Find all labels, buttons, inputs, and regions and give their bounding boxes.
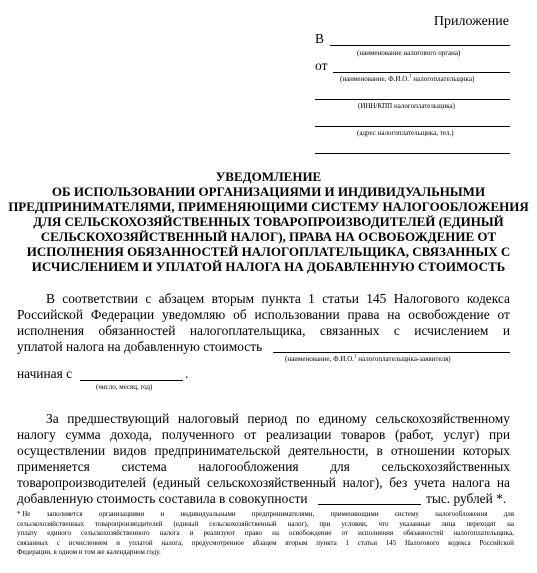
word: с (56, 538, 60, 547)
word: что (378, 519, 389, 528)
word: сельскохозяйственный (209, 519, 277, 528)
word: налог), (287, 519, 309, 528)
word: с (393, 323, 400, 338)
footnote (17, 510, 514, 558)
title-line: УВЕДОМЛЕНИЕ (215, 169, 322, 184)
text-line (17, 323, 510, 339)
word: За (46, 411, 59, 426)
word: исполнения (17, 323, 85, 338)
word: исполнения (358, 529, 394, 538)
word: абзацем (252, 538, 277, 547)
word: Налогового (404, 538, 440, 547)
word: без (389, 475, 408, 490)
word: реализуют (203, 529, 235, 538)
word: систему (394, 510, 419, 518)
to-prefix: В (315, 31, 325, 46)
word: пункта (261, 291, 301, 306)
title-line: ИСПОЛНЕНИЯ ОБЯЗАННОСТЕЙ НАЛОГОПЛАТЕЛЬЩИКА, СВЯЗАННЫХ С (26, 244, 511, 259)
word: система (121, 459, 167, 474)
word: с (145, 291, 152, 306)
word: услуг) (443, 427, 480, 442)
word: связанных (17, 538, 49, 547)
word: отношении (390, 443, 455, 458)
word: исчислением (414, 323, 489, 338)
footnote-line (17, 510, 514, 520)
word: кодекса (466, 291, 510, 306)
word: пункта (316, 538, 337, 547)
word: Налогового (393, 291, 460, 306)
word: дохода, (110, 427, 153, 442)
word: налог), (342, 475, 383, 490)
word: на (496, 475, 510, 490)
word: заполняется (46, 510, 83, 518)
word: кодекса (448, 538, 471, 547)
text-line (17, 427, 510, 443)
document-title (0, 169, 537, 274)
word: переходят (466, 519, 497, 528)
word: при (319, 519, 331, 528)
word: сельскохозяйственных (381, 459, 510, 474)
word: от (497, 307, 510, 322)
footnote-line (17, 529, 514, 539)
title-line: СЕЛЬСКОХОЗЯЙСТВЕННЫЙ НАЛОГ), ПРАВА НА ОСВОБОЖДЕНИЕ ОТ (40, 229, 497, 244)
start-date-field[interactable] (80, 380, 183, 381)
word: единого (47, 529, 71, 538)
word: на (272, 529, 279, 538)
word: лица (441, 519, 456, 528)
word: статьи (322, 291, 359, 306)
phone-field[interactable] (315, 153, 510, 154)
word: налоговый (177, 411, 239, 426)
word: обязанностей (403, 529, 444, 538)
word: освобождение (288, 529, 332, 538)
word: видов (113, 443, 147, 458)
word: Федерации (90, 307, 155, 322)
word: (работ, (395, 427, 434, 442)
text-line (17, 475, 510, 491)
text-line (17, 307, 510, 323)
word: применяющими (330, 510, 379, 518)
word: и (502, 323, 510, 338)
address-field[interactable] (315, 126, 510, 127)
word: товаропроизводителей (95, 519, 163, 528)
word: сумма (65, 427, 101, 442)
word: налога, (161, 538, 183, 547)
word: от (341, 529, 349, 538)
word: вторым (211, 291, 255, 306)
word: применяется (17, 459, 90, 474)
word: указанные (399, 519, 431, 528)
word: Российской (479, 538, 514, 547)
word: налога (452, 475, 491, 490)
title-line: ПРЕДПРИНИМАТЕЛЯМИ, ПРИМЕНЯЮЩИМИ СИСТЕМУ НАЛОГООБЛОЖЕНИЯ (8, 199, 529, 214)
word: предусмотренное (191, 538, 244, 547)
word: от (243, 427, 257, 442)
word: уплату (17, 529, 38, 538)
word: учета (414, 475, 446, 490)
word: и (160, 510, 165, 518)
text-line: уплатой налога на добавленную стоимость (17, 339, 263, 354)
word: 1 (308, 291, 315, 306)
text-line (17, 443, 510, 459)
word: уведомляю (162, 307, 226, 322)
word: осуществлении (17, 443, 106, 458)
word: по (296, 411, 310, 426)
word: сельскохозяйственному (375, 411, 510, 426)
word: обязанностей (98, 323, 176, 338)
applicant-name-field[interactable] (273, 352, 510, 353)
word: которых (462, 443, 510, 458)
applicant-name-caption: (наименование, Ф.И.О.$^1$ налогоплательщика-заявителя) (285, 354, 451, 363)
title-line: ИСЧИСЛЕНИЕМ И УПЛАТОЙ НАЛОГА НА ДОБАВЛЕННУЮ СТОИМОСТЬ (31, 259, 506, 274)
word: на (387, 307, 401, 322)
address-caption: (адрес налогоплательщика, тел.) (357, 129, 454, 137)
footnote-line (17, 539, 514, 549)
text-line: добавленную стоимость составила в совокупности (17, 491, 308, 506)
word: предпринимателями, (251, 510, 315, 518)
word: условии, (341, 519, 368, 528)
word: организациями (98, 510, 145, 518)
sentence-period: . (185, 366, 189, 381)
word: статьи (357, 538, 377, 547)
word: 1 (345, 538, 350, 547)
from-prefix: от (315, 58, 328, 73)
word: единому (318, 411, 367, 426)
taxpayer-name-caption: (наименование, Ф.И.О.$^1$ налогоплательщика) (340, 74, 475, 83)
taxpayer-name-field[interactable] (333, 72, 510, 73)
word: права (347, 307, 380, 322)
word: сельскохозяйственных (17, 519, 85, 528)
word: Российской (17, 307, 83, 322)
word: налогу (17, 427, 56, 442)
word: в (376, 443, 383, 458)
word: соответствии (62, 291, 138, 306)
word: деятельности, (288, 443, 369, 458)
inn-kpp-field[interactable] (315, 99, 510, 100)
word: при (488, 427, 510, 442)
text-line (17, 411, 510, 427)
appendix-label: Приложение (433, 14, 509, 29)
word: (единый (173, 519, 199, 528)
word: для (503, 510, 514, 518)
word: сельскохозяйственный (206, 475, 336, 490)
word: освобождение (408, 307, 490, 322)
title-line: ОБ ИСПОЛЬЗОВАНИИ ОРГАНИЗАЦИЯМИ И ИНДИВИДУАЛЬНЫМИ (51, 184, 486, 199)
word: об (233, 307, 247, 322)
word: 145 (385, 538, 397, 547)
footnote-line (17, 520, 514, 530)
word: для (330, 459, 350, 474)
word: период (247, 411, 288, 426)
tax-authority-field[interactable] (330, 45, 510, 46)
word: * Не (17, 510, 31, 518)
word: предпринимательской (154, 443, 281, 458)
word: налога (159, 529, 180, 538)
word: уплатой (128, 538, 153, 547)
word: на (507, 519, 514, 528)
word: налогообложения (198, 459, 299, 474)
word: вторым (285, 538, 308, 547)
start-date-caption: (число, месяц, год) (96, 383, 153, 391)
starting-from-label: начиная с (17, 366, 73, 381)
word: товаров (341, 427, 386, 442)
word: В (46, 291, 55, 306)
text-line (17, 291, 510, 307)
word: индивидуальными (180, 510, 236, 518)
word: исчислением (68, 538, 108, 547)
paragraph-notification (17, 291, 510, 355)
word: связанных (319, 323, 380, 338)
text-line (17, 459, 510, 475)
footnote-line: Федерации, в одном и том же календарном году. (17, 548, 161, 557)
revenue-amount-field[interactable] (318, 504, 421, 505)
title-line: ДЛЯ СЕЛЬСКОХОЗЯЙСТВЕННЫХ ТОВАРОПРОИЗВОДИТЕЛЕЙ (ЕДИНЫЙ (33, 214, 504, 229)
word: предшествующий (67, 411, 170, 426)
revenue-unit: тыс. рублей *. (426, 491, 507, 506)
word: использовании (254, 307, 340, 322)
word: (единый (152, 475, 201, 490)
word: и (116, 538, 120, 547)
word: налогоплательщика, (189, 323, 306, 338)
word: товаропроизводителей (17, 475, 146, 490)
word: абзацем (158, 291, 205, 306)
word: реализации (266, 427, 332, 442)
inn-kpp-caption: (ИНН/КПП налогоплательщика) (358, 102, 455, 110)
tax-authority-caption: (наименование налогового органа) (357, 49, 461, 57)
word: право (244, 529, 263, 538)
word: и (189, 529, 194, 538)
word: налогоплательщика, (453, 529, 514, 538)
word: полученного (161, 427, 235, 442)
word: 145 (366, 291, 387, 306)
word: сельскохозяйственного (81, 529, 150, 538)
word: налогообложения (435, 510, 488, 518)
